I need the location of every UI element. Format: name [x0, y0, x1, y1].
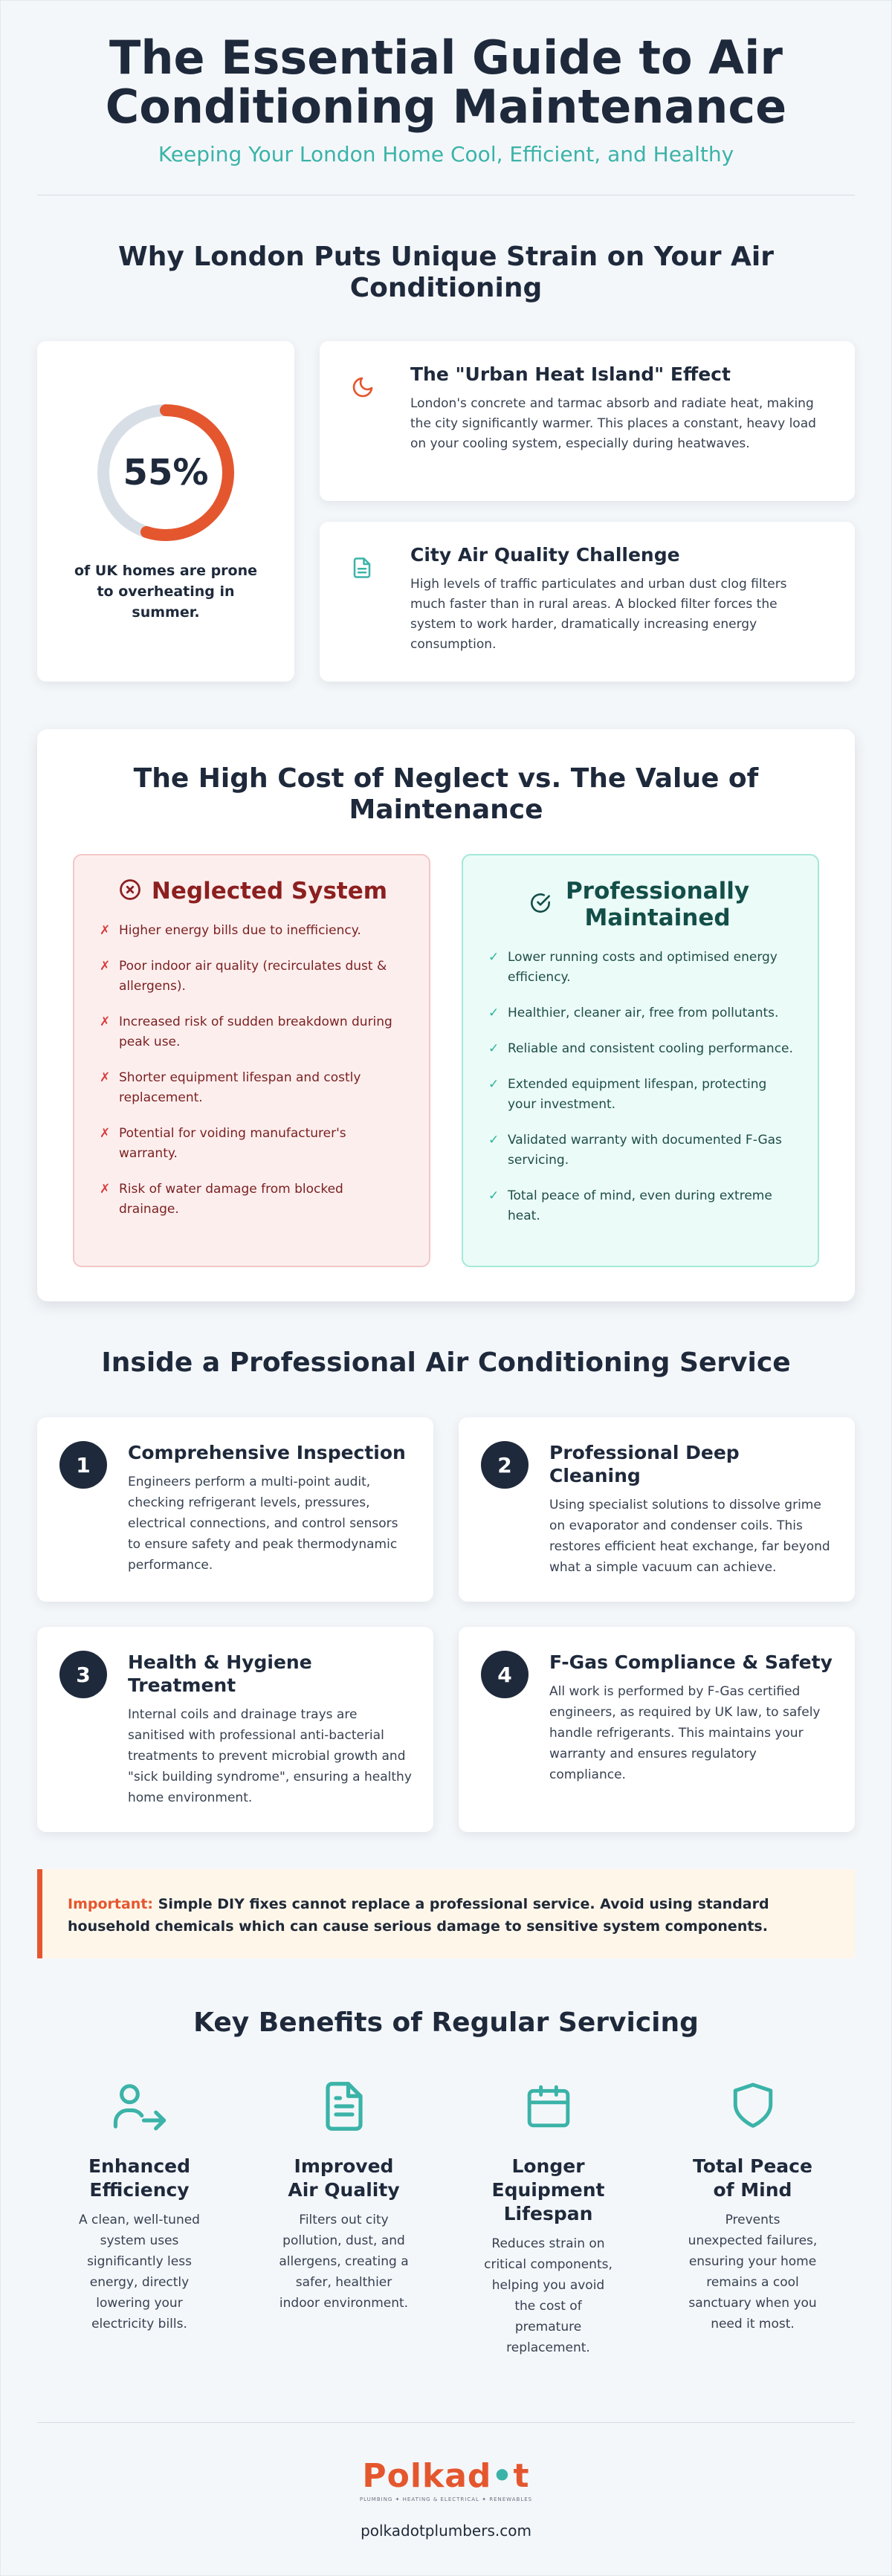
check-mark-icon: ✓: [488, 1006, 500, 1020]
moon-icon: [351, 375, 376, 501]
document-icon: [255, 2082, 433, 2138]
list-item-text: Shorter equipment lifespan and costly replacement.: [119, 1070, 361, 1105]
list-item: [488, 1075, 795, 1115]
page-subtitle: Keeping Your London Home Cool, Efficient, and Healthy: [158, 142, 734, 166]
list-item: [100, 1012, 407, 1052]
list-item-text: Potential for voiding manufacturer's warranty.: [119, 1126, 346, 1161]
list-item: [100, 1068, 407, 1108]
website-link[interactable]: polkadotplumbers.com: [361, 2522, 531, 2540]
list-item: [100, 957, 407, 997]
list-item-text: Increased risk of sudden breakdown during peak use.: [119, 1014, 392, 1049]
benefit-title: Improved Air Quality: [288, 2155, 400, 2201]
page-footer: [37, 2457, 855, 2540]
logo-tagline: PLUMBING ✦ HEATING & ELECTRICAL ✦ RENEWABLES: [359, 2496, 533, 2502]
calendar-icon: [459, 2082, 638, 2138]
stat-value: 55%: [123, 452, 209, 493]
neglected-system-column: [73, 854, 430, 1267]
air-quality-card: [320, 522, 855, 682]
important-text: Simple DIY fixes cannot replace a professional service. Avoid using standard household chemicals which can cause serious damage to sensitive system components.: [68, 1896, 769, 1935]
list-item: [100, 1179, 407, 1220]
x-circle-icon: [119, 878, 141, 904]
important-notice: [37, 1869, 855, 1958]
maintained-system-column: [462, 854, 819, 1267]
document-icon: [351, 556, 376, 682]
list-item-text: Validated warranty with documented F-Gas servicing.: [508, 1133, 782, 1168]
step-number-badge: 3: [59, 1651, 107, 1698]
list-item-text: Poor indoor air quality (recirculates dust & allergens).: [119, 959, 387, 994]
step-number-badge: 1: [59, 1441, 107, 1489]
overheating-stat-card: [37, 341, 294, 682]
page-title-line1: The Essential Guide to Air: [109, 30, 783, 85]
list-item-text: Risk of water damage from blocked drainage.: [119, 1182, 343, 1217]
service-section-title: Inside a Professional Air Conditioning Service: [101, 1347, 791, 1378]
cross-mark-icon: ✗: [100, 1182, 111, 1197]
step-number-badge: 2: [481, 1441, 529, 1489]
list-item-text: Higher energy bills due to inefficiency.: [119, 923, 361, 938]
user-arrow-icon: [51, 2082, 229, 2138]
step-text: All work is performed by F-Gas certified engineers, as required by UK law, to safely handle refrigerants. This maintains your warranty and ensures regulatory compliance.: [549, 1684, 821, 1782]
service-step-card: [459, 1417, 855, 1602]
benefit-text: Prevents unexpected failures, ensuring your home remains a cool sanctuary when you need it most.: [688, 2213, 818, 2331]
list-item-text: Extended equipment lifespan, protecting your investment.: [508, 1077, 767, 1112]
benefit-title: Enhanced Efficiency: [88, 2155, 190, 2201]
professional-service-section: [37, 1347, 855, 1958]
footer-divider: [37, 2422, 855, 2423]
service-step-card: [37, 1417, 433, 1602]
step-number-badge: 4: [481, 1651, 529, 1698]
service-step-card: [37, 1627, 433, 1832]
air-quality-title: City Air Quality Challenge: [410, 544, 680, 566]
service-step-card: [459, 1627, 855, 1832]
list-item: [488, 1039, 795, 1059]
shield-icon: [664, 2082, 842, 2138]
list-item-text: Reliable and consistent cooling performance.: [508, 1041, 793, 1056]
cross-mark-icon: ✗: [100, 923, 111, 938]
benefit-title: Longer Equipment Lifespan: [491, 2155, 605, 2224]
step-title: F-Gas Compliance & Safety: [549, 1651, 833, 1673]
overheating-donut-chart: [93, 400, 239, 546]
neglected-list: [100, 921, 407, 1220]
list-item-text: Healthier, cleaner air, free from pollutants.: [508, 1006, 779, 1020]
urban-heat-island-title: The "Urban Heat Island" Effect: [410, 363, 731, 385]
logo-text-end: t: [513, 2457, 530, 2495]
page-title-line2: Conditioning Maintenance: [105, 80, 787, 134]
maintained-system-title: Professionally Maintained: [565, 878, 750, 931]
list-item: [488, 948, 795, 988]
list-item: [488, 1003, 795, 1023]
list-item: [100, 1124, 407, 1164]
check-mark-icon: ✓: [488, 1077, 500, 1092]
step-text: Internal coils and drainage trays are sanitised with professional anti-bacterial treatments to prevent microbial growth and "sick building syndrome", ensuring a healthy home environment.: [128, 1707, 412, 1805]
cross-mark-icon: ✗: [100, 1014, 111, 1029]
benefit-item: [51, 2082, 229, 2358]
neglect-vs-maintenance-section: [37, 729, 855, 1301]
strain-section-title: Why London Puts Unique Strain on Your Air Conditioning: [118, 242, 774, 303]
benefit-text: Filters out city pollution, dust, and allergens, creating a safer, healthier indoor environment.: [279, 2213, 409, 2311]
benefit-item: [255, 2082, 433, 2358]
step-title: Comprehensive Inspection: [128, 1442, 406, 1463]
maintained-list: [488, 948, 795, 1226]
polkadot-logo: [37, 2457, 855, 2495]
benefit-text: Reduces strain on critical components, helping you avoid the cost of premature replacement.: [484, 2236, 613, 2355]
page-title: [37, 30, 855, 134]
benefits-section-title: Key Benefits of Regular Servicing: [193, 2007, 699, 2038]
check-mark-icon: ✓: [488, 1041, 500, 1056]
step-title: Health & Hygiene Treatment: [128, 1651, 312, 1696]
cross-mark-icon: ✗: [100, 1126, 111, 1141]
step-text: Engineers perform a multi-point audit, checking refrigerant levels, pressures, electrical connections, and control sensors to ensure safety and peak thermodynamic performance.: [128, 1475, 398, 1573]
logo-text-start: Polkad: [362, 2457, 492, 2495]
step-text: Using specialist solutions to dissolve grime on evaporator and condenser coils. This restores efficient heat exchange, far beyond what a simple vacuum can achieve.: [549, 1498, 830, 1575]
cross-mark-icon: ✗: [100, 1070, 111, 1085]
urban-heat-island-text: London's concrete and tarmac absorb and radiate heat, making the city significantly warmer. This places a constant, heavy load on your cooling system, especially during heatwaves.: [410, 396, 816, 451]
list-item: [488, 1186, 795, 1226]
neglected-system-title: Neglected System: [151, 878, 388, 904]
logo-dot-icon: •: [491, 2457, 514, 2495]
urban-heat-island-card: [320, 341, 855, 501]
cross-mark-icon: ✗: [100, 959, 111, 974]
benefit-item: [664, 2082, 842, 2358]
list-item-text: Total peace of mind, even during extreme heat.: [508, 1188, 772, 1223]
check-mark-icon: ✓: [488, 1188, 500, 1203]
benefit-text: A clean, well-tuned system uses significantly less energy, directly lowering your electricity bills.: [79, 2213, 200, 2331]
step-title: Professional Deep Cleaning: [549, 1442, 740, 1486]
stat-caption: of UK homes are prone to overheating in summer.: [74, 563, 258, 621]
list-item: [100, 921, 407, 941]
check-circle-icon: [530, 893, 551, 916]
benefit-item: [459, 2082, 638, 2358]
london-strain-section: [37, 242, 855, 682]
important-label: Important:: [68, 1896, 154, 1912]
list-item: [488, 1130, 795, 1171]
page-header: [37, 1, 855, 166]
check-mark-icon: ✓: [488, 1133, 500, 1148]
list-item-text: Lower running costs and optimised energy efficiency.: [508, 950, 778, 985]
compare-section-title: The High Cost of Neglect vs. The Value of Maintenance: [133, 763, 759, 825]
check-mark-icon: ✓: [488, 950, 500, 965]
air-quality-text: High levels of traffic particulates and urban dust clog filters much faster than in rural areas. A blocked filter forces the system to work harder, dramatically increasing energy consumption.: [410, 577, 787, 652]
benefits-section: [37, 2007, 855, 2358]
benefit-title: Total Peace of Mind: [693, 2155, 812, 2201]
